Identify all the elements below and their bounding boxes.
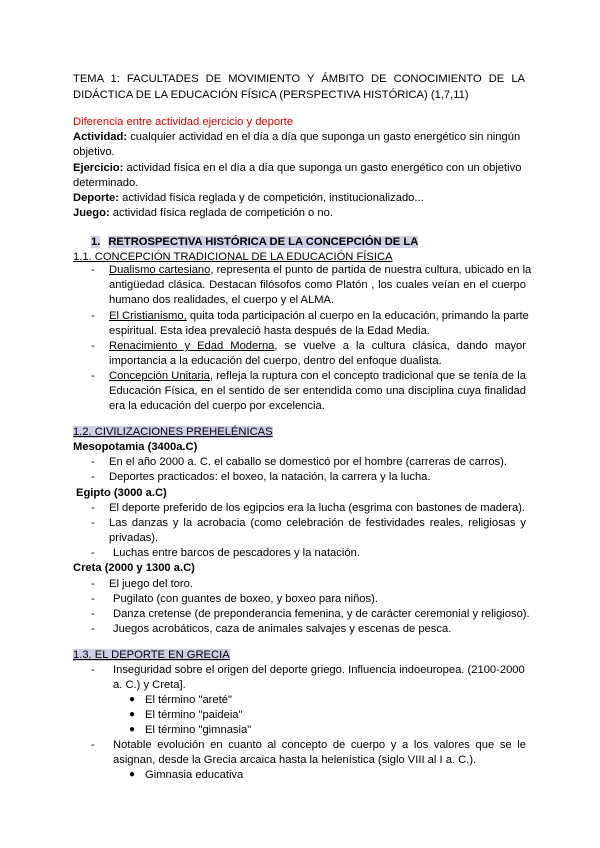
gimnasia-educativa: Gimnasia educativa: [145, 769, 244, 781]
dualismo-line-1: [109, 263, 531, 277]
unitaria-line-1: [109, 369, 526, 383]
unitaria-line-2: Educación Física, en el sentido de ser entendida como una disciplina cuya finalidad: [109, 385, 526, 397]
grecia-item-2-cont: asignan, desde la Grecia arcaica hasta la helenística (siglo VIII al I a. C.).: [113, 754, 477, 766]
section-1-1-heading: 1.1. CONCEPCIÓN TRADICIONAL DE LA EDUCACIÓN FÍSICA: [73, 251, 393, 263]
actividad-definition-cont: objetivo.: [73, 146, 115, 158]
renacimiento-text: , se vuelve a la cultura clásica, dando mayor: [274, 340, 526, 352]
actividad-term: Actividad:: [73, 131, 128, 143]
bullet-icon: ●: [129, 724, 136, 735]
document-title-line-1: TEMA 1: FACULTADES DE MOVIMIENTO Y ÁMBITO DE CONOCIMIENTO DE LA: [73, 73, 525, 85]
list-dash: -: [91, 370, 95, 382]
egipto-item: El deporte preferido de los egipcios era la lucha (esgrima con bastones de madera).: [109, 502, 526, 514]
renacimiento-term: Renacimiento y Edad Moderna: [109, 340, 275, 352]
juego-term: Juego:: [73, 207, 110, 219]
cristianismo-line-1: [109, 309, 529, 323]
list-dash: -: [91, 578, 95, 590]
creta-item: El juego del toro.: [109, 578, 193, 590]
list-dash: -: [91, 664, 95, 676]
list-dash: -: [91, 502, 95, 514]
term-paideia: El término "paideia": [145, 709, 243, 721]
ejercicio-definition: [73, 161, 521, 175]
bullet-icon: ●: [129, 769, 136, 780]
section-1-3-heading: [73, 648, 230, 662]
list-dash: -: [91, 264, 95, 276]
dualismo-line-3: humano dos realidades, el cuerpo y el ALMA.: [109, 294, 335, 306]
term-arete: El término "areté": [145, 694, 232, 706]
ejercicio-definition-cont: determinado.: [73, 177, 139, 189]
ejercicio-text: actividad física en el día a día que suponga un gasto energético con un objetivo: [123, 162, 522, 174]
egipto-item: Luchas entre barcos de pescadores y la natación.: [113, 547, 360, 559]
unitaria-line-3: era la educación del cuerpo por excelencia.: [109, 400, 325, 412]
deporte-text: actividad física reglada y de competición, institucionalizado...: [119, 192, 424, 204]
section-1-number: 1.: [91, 236, 101, 248]
list-dash: -: [91, 593, 95, 605]
creta-heading: Creta (2000 y 1300 a.C): [73, 562, 195, 574]
creta-item: Danza cretense (de preponderancia femenina, y de carácter ceremonial y religioso).: [113, 608, 530, 620]
egipto-heading: Egipto (3000 a.C): [76, 487, 167, 499]
actividad-definition: [73, 130, 520, 144]
section-1-title: RETROSPECTIVA HISTÓRICA DE LA CONCEPCIÓN DE LA: [108, 236, 419, 248]
list-dash: -: [91, 471, 95, 483]
deporte-definition: [73, 191, 424, 205]
creta-item: Juegos acrobáticos, caza de animales salvajes y escenas de pesca.: [113, 623, 452, 635]
section-1-2-heading: [73, 425, 273, 439]
section-1-3-title: 1.3. EL DEPORTE EN GRECIA: [73, 649, 230, 661]
dualismo-line-2: antigüedad clásica. Destacan filósofos como Platón , los cuales veían en el cuerpo: [109, 279, 526, 291]
mesopotamia-heading: Mesopotamia (3400a.C): [73, 441, 198, 453]
grecia-item-1-cont: a. C.) y Creta].: [113, 679, 186, 691]
grecia-item-2: Notable evolución en cuanto al concepto de cuerpo y a los valores que se le: [113, 739, 526, 751]
grecia-item-1: Inseguridad sobre el origen del deporte griego. Influencia indoeuropea. (2100-2000: [113, 664, 525, 676]
ejercicio-term: Ejercicio:: [73, 162, 124, 174]
section-1-2-title: 1.2. CIVILIZACIONES PREHELÉNICAS: [73, 426, 273, 438]
juego-definition: [73, 206, 333, 220]
list-dash: -: [91, 340, 95, 352]
mesopotamia-item: En el año 2000 a. C. el caballo se domesticó por el hombre (carreras de carros).: [109, 456, 507, 468]
dualismo-term: Dualismo cartesiano: [109, 264, 211, 276]
list-dash: -: [91, 456, 95, 468]
juego-text: actividad física reglada de competición o no.: [109, 207, 333, 219]
bullet-icon: ●: [129, 709, 136, 720]
term-gimnasia: El término "gimnasia": [145, 724, 252, 736]
egipto-item: Las danzas y la acrobacia (como celebración de festividades reales, religiosas y: [109, 517, 526, 529]
cristianismo-line-2: espiritual. Esta idea prevaleció hasta después de la Edad Media.: [109, 325, 430, 337]
diferencia-heading: Diferencia entre actividad ejercicio y deporte: [73, 116, 294, 128]
cristianismo-text: quita toda participación al cuerpo en la educación, primando la parte: [186, 310, 529, 322]
list-dash: -: [91, 517, 95, 529]
list-dash: -: [91, 608, 95, 620]
renacimiento-line-1: [109, 339, 526, 353]
section-1-heading: [91, 235, 418, 249]
list-dash: -: [91, 310, 95, 322]
list-dash: -: [91, 739, 95, 751]
creta-item: Pugilato (con guantes de boxeo, y boxeo para niños).: [113, 593, 378, 605]
egipto-item-cont: privadas).: [109, 532, 159, 544]
list-dash: -: [91, 547, 95, 559]
document-title-line-2: DIDÁCTICA DE LA EDUCACIÓN FÍSICA (PERSPECTIVA HISTÓRICA) (1,7,11): [73, 89, 469, 101]
actividad-text: cualquier actividad en el día a día que suponga un gasto energético sin ningún: [127, 131, 521, 143]
unitaria-text: , refleja la ruptura con el concepto tradicional que se tenía de la: [209, 370, 526, 382]
deporte-term: Deporte:: [73, 192, 119, 204]
dualismo-text: , representa el punto de partida de nuestra cultura, ubicado en la: [210, 264, 532, 276]
list-dash: -: [91, 623, 95, 635]
renacimiento-line-2: importancia a la educación del cuerpo, dentro del enfoque dualista.: [109, 355, 442, 367]
mesopotamia-item: Deportes practicados: el boxeo, la natación, la carrera y la lucha.: [109, 471, 431, 483]
bullet-icon: ●: [129, 694, 136, 705]
unitaria-term: Concepción Unitaria: [109, 370, 210, 382]
cristianismo-term: El Cristianismo,: [109, 310, 187, 322]
